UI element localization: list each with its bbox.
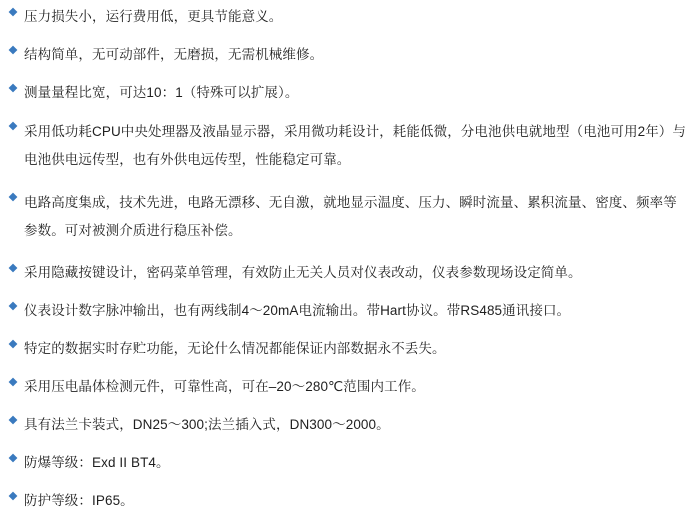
list-item-text: 压力损失小，运行费用低，更具节能意义。 (24, 9, 283, 24)
list-item-text: 具有法兰卡装式，DN25～300;法兰插入式，DN300～2000。 (24, 417, 390, 432)
list-item (8, 412, 686, 437)
list-item (8, 80, 686, 105)
list-item (8, 42, 686, 67)
diamond-bullet-icon (8, 118, 24, 131)
diamond-bullet-icon (8, 260, 24, 273)
list-item-text: 防爆等级：Exd II BT4。 (24, 455, 170, 470)
diamond-bullet-icon (8, 336, 24, 349)
diamond-bullet-icon (8, 4, 24, 17)
list-item-text: 仪表设计数字脉冲输出，也有两线制4～20mA电流输出。带Hart协议。带RS485通讯接口。 (24, 303, 571, 318)
diamond-bullet-icon (8, 298, 24, 311)
list-item (8, 118, 686, 174)
list-item-text: 采用压电晶体检测元件，可靠性高，可在–20～280℃范围内工作。 (24, 379, 425, 394)
diamond-bullet-icon (8, 80, 24, 93)
list-item-text: 特定的数据实时存贮功能，无论什么情况都能保证内部数据永不丢失。 (24, 341, 446, 356)
list-item-text: 防护等级：IP65。 (24, 493, 134, 508)
list-item (8, 336, 686, 361)
list-item (8, 298, 686, 323)
list-item-text: 采用低功耗CPU中央处理器及液晶显示器，采用微功耗设计，耗能低微，分电池供电就地型（电池可用2年）与电池供电远传型，也有外供电远传型，性能稳定可靠。 (24, 124, 687, 167)
list-item (8, 4, 686, 29)
list-item (8, 260, 686, 285)
list-item-text: 测量量程比宽，可达10：1（特殊可以扩展）。 (24, 85, 299, 100)
list-item (8, 189, 686, 245)
list-item-text: 电路高度集成，技术先进，电路无漂移、无自激，就地显示温度、压力、瞬时流量、累积流量、密度、频率等参数。可对被测介质进行稳压补偿。 (24, 195, 677, 238)
list-item (8, 374, 686, 399)
list-item-text: 采用隐藏按键设计，密码菜单管理，有效防止无关人员对仪表改动，仪表参数现场设定简单。 (24, 265, 582, 280)
diamond-bullet-icon (8, 488, 24, 501)
diamond-bullet-icon (8, 450, 24, 463)
diamond-bullet-icon (8, 189, 24, 202)
list-item (8, 488, 686, 513)
diamond-bullet-icon (8, 42, 24, 55)
diamond-bullet-icon (8, 412, 24, 425)
list-item-text: 结构简单，无可动部件，无磨损，无需机械维修。 (24, 47, 324, 62)
diamond-bullet-icon (8, 374, 24, 387)
list-item (8, 450, 686, 475)
